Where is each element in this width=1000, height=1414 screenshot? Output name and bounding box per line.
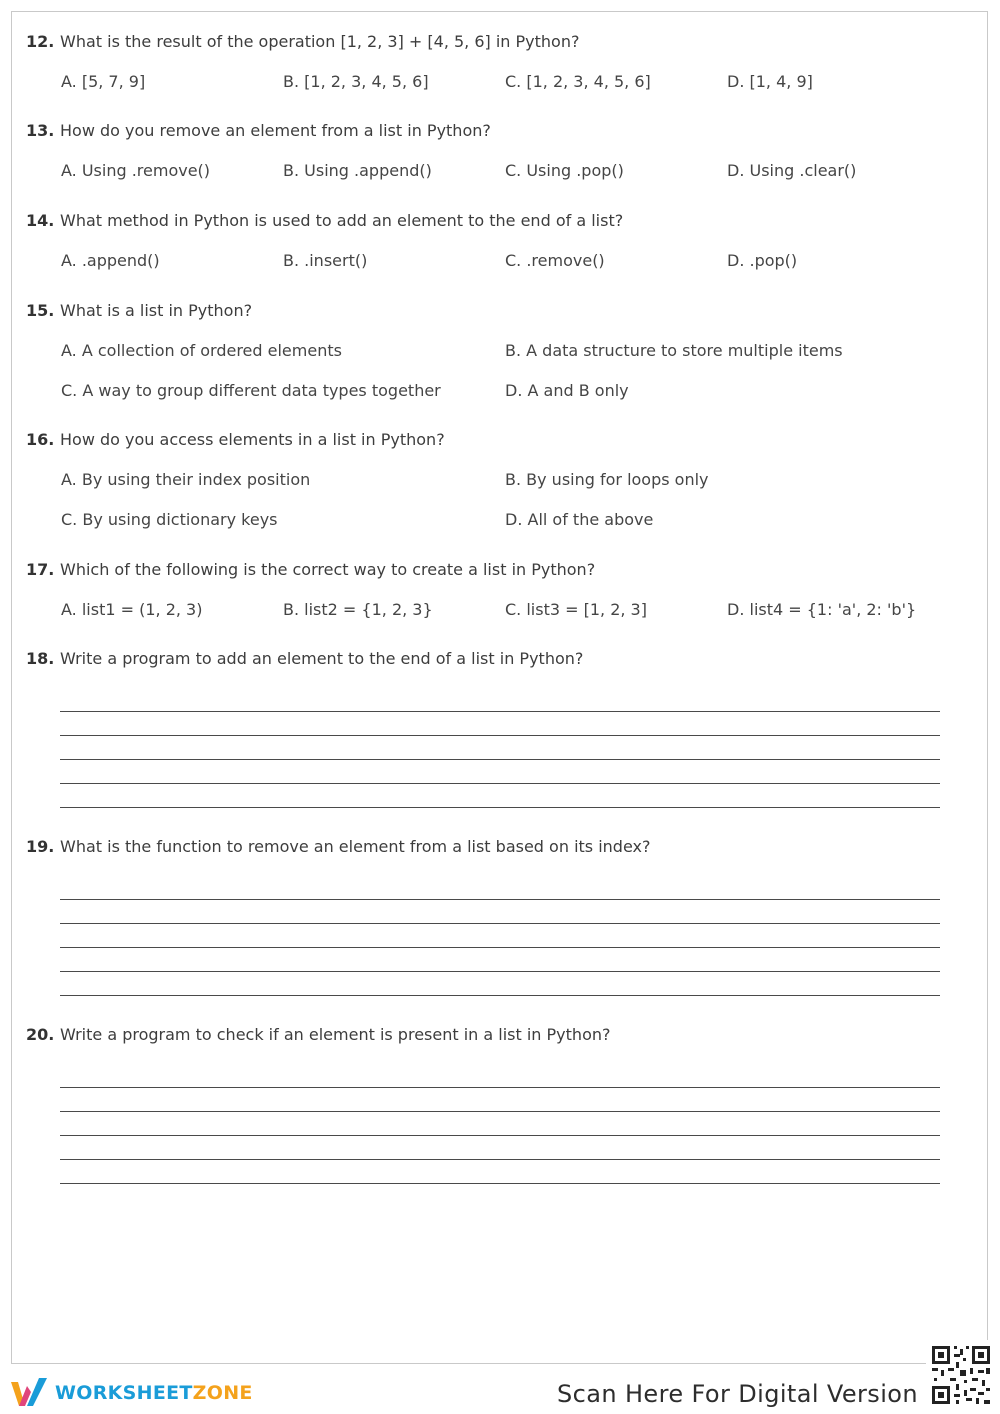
question-number: 16.: [26, 430, 55, 449]
question-number: 12.: [26, 32, 55, 51]
question-number: 13.: [26, 121, 55, 140]
answer-line: [60, 759, 940, 760]
question-text: Write a program to add an element to the end of a list in Python?: [60, 649, 584, 668]
answer-line: [60, 947, 940, 948]
answer-line: [60, 1087, 940, 1088]
question-number: 19.: [26, 837, 55, 856]
answer-line: [60, 971, 940, 972]
option-b[interactable]: B. .insert(): [283, 251, 368, 270]
option-d[interactable]: D. All of the above: [505, 510, 654, 529]
answer-line: [60, 807, 940, 808]
question-text: What method in Python is used to add an element to the end of a list?: [60, 211, 624, 230]
option-d[interactable]: D. [1, 4, 9]: [727, 72, 813, 91]
qr-code-icon[interactable]: [926, 1340, 996, 1410]
brand-name: WORKSHEETZONE: [55, 1382, 253, 1404]
answer-line: [60, 711, 940, 712]
answer-line: [60, 1159, 940, 1160]
option-a[interactable]: A. A collection of ordered elements: [61, 341, 342, 360]
option-c[interactable]: C. list3 = [1, 2, 3]: [505, 600, 647, 619]
option-d[interactable]: D. list4 = {1: 'a', 2: 'b'}: [727, 600, 917, 619]
scan-caption: Scan Here For Digital Version: [557, 1380, 918, 1408]
answer-lines-19[interactable]: [60, 899, 940, 1019]
question-18: [26, 649, 956, 669]
question-text: What is the function to remove an element from a list based on its index?: [60, 837, 651, 856]
answer-line: [60, 783, 940, 784]
question-number: 20.: [26, 1025, 55, 1044]
option-a[interactable]: A. Using .remove(): [61, 161, 211, 180]
option-d[interactable]: D. A and B only: [505, 381, 629, 400]
option-c[interactable]: C. [1, 2, 3, 4, 5, 6]: [505, 72, 651, 91]
answer-line: [60, 899, 940, 900]
brand-logo[interactable]: [9, 1376, 253, 1410]
answer-line: [60, 1135, 940, 1136]
answer-line: [60, 995, 940, 996]
question-text: What is a list in Python?: [60, 301, 253, 320]
question-13: [26, 121, 956, 181]
question-number: 17.: [26, 560, 55, 579]
option-b[interactable]: B. A data structure to store multiple items: [505, 341, 843, 360]
question-text: How do you access elements in a list in Python?: [60, 430, 445, 449]
answer-line: [60, 923, 940, 924]
answer-lines-20[interactable]: [60, 1087, 940, 1207]
answer-line: [60, 1111, 940, 1112]
option-d[interactable]: D. .pop(): [727, 251, 798, 270]
question-text: What is the result of the operation [1, 2, 3] + [4, 5, 6] in Python?: [60, 32, 580, 51]
option-b[interactable]: B. [1, 2, 3, 4, 5, 6]: [283, 72, 429, 91]
question-19: [26, 837, 956, 857]
option-c[interactable]: C. Using .pop(): [505, 161, 624, 180]
option-b[interactable]: B. By using for loops only: [505, 470, 709, 489]
answer-lines-18[interactable]: [60, 711, 940, 831]
question-15: [26, 301, 956, 401]
question-17: [26, 560, 956, 620]
option-a[interactable]: A. By using their index position: [61, 470, 311, 489]
question-number: 18.: [26, 649, 55, 668]
option-b[interactable]: B. Using .append(): [283, 161, 432, 180]
footer: [0, 1366, 1000, 1414]
question-text: How do you remove an element from a list in Python?: [60, 121, 491, 140]
question-number: 14.: [26, 211, 55, 230]
question-14: [26, 211, 956, 271]
question-20: [26, 1025, 956, 1045]
worksheetzone-logo-icon: [9, 1376, 49, 1410]
question-text: Which of the following is the correct way to create a list in Python?: [60, 560, 596, 579]
question-number: 15.: [26, 301, 55, 320]
option-c[interactable]: C. By using dictionary keys: [61, 510, 278, 529]
option-c[interactable]: C. A way to group different data types together: [61, 381, 441, 400]
answer-line: [60, 735, 940, 736]
question-16: [26, 430, 956, 530]
answer-line: [60, 1183, 940, 1184]
option-c[interactable]: C. .remove(): [505, 251, 605, 270]
option-a[interactable]: A. .append(): [61, 251, 160, 270]
question-12: [26, 32, 956, 92]
option-a[interactable]: A. list1 = (1, 2, 3): [61, 600, 203, 619]
question-text: Write a program to check if an element is present in a list in Python?: [60, 1025, 611, 1044]
option-b[interactable]: B. list2 = {1, 2, 3}: [283, 600, 433, 619]
option-d[interactable]: D. Using .clear(): [727, 161, 857, 180]
option-a[interactable]: A. [5, 7, 9]: [61, 72, 146, 91]
